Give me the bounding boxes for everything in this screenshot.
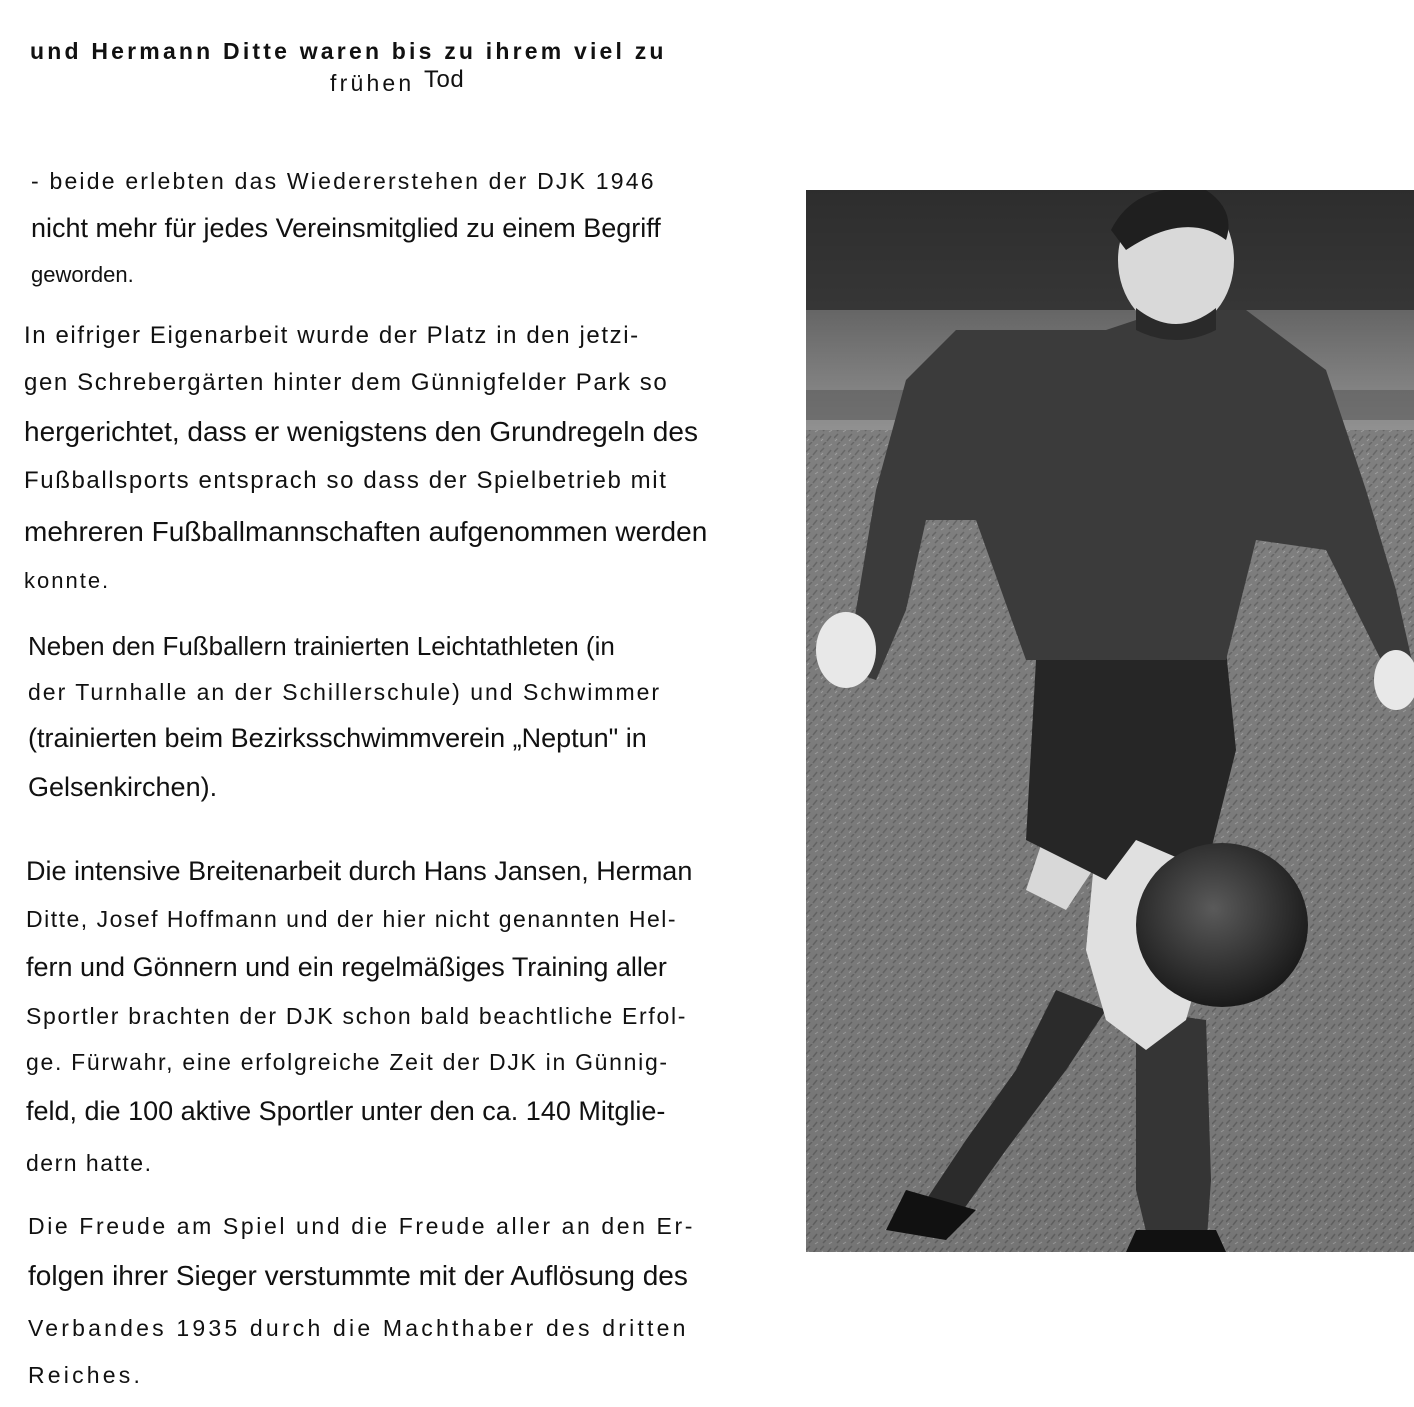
p4-line: Sportler brachten der DJK schon bald beachtliche Erfol- <box>26 1003 688 1029</box>
header-line-2-bold: frühen <box>330 70 415 96</box>
p1-line: geworden. <box>31 262 134 287</box>
p3-line: Neben den Fußballern trainierten Leichtathleten (in <box>28 631 615 661</box>
p5-line: Die Freude am Spiel und die Freude aller an den Er- <box>28 1213 696 1239</box>
p1-line: - beide erlebten das Wiedererstehen der DJK 1946 <box>31 168 656 194</box>
p2-line: Fußballsports entsprach so dass der Spielbetrieb mit <box>24 467 668 494</box>
p2-line: mehreren Fußballmannschaften aufgenommen werden <box>24 516 708 547</box>
p4-line: fern und Gönnern und ein regelmäßiges Training aller <box>26 952 667 982</box>
p4-line: dern hatte. <box>26 1150 153 1176</box>
footballer-photo-icon <box>806 190 1414 1252</box>
p4-line: ge. Fürwahr, eine erfolgreiche Zeit der DJK in Günnig- <box>26 1049 669 1075</box>
p5-line: Verbandes 1935 durch die Machthaber des dritten <box>28 1315 689 1341</box>
header-line-2-rest: Tod <box>424 66 465 93</box>
p5-line: Reiches. <box>28 1362 144 1388</box>
header-line-1: und Hermann Ditte waren bis zu ihrem viel zu <box>30 38 667 64</box>
p2-line: hergerichtet, dass er wenigstens den Grundregeln des <box>24 416 698 447</box>
p2-line: konnte. <box>24 568 111 593</box>
p3-line: Gelsenkirchen). <box>28 772 218 802</box>
p1-line: nicht mehr für jedes Vereinsmitglied zu einem Begriff <box>31 213 661 243</box>
p4-line: feld, die 100 aktive Sportler unter den ca. 140 Mitglie- <box>26 1096 666 1126</box>
p4-line: Die intensive Breitenarbeit durch Hans Jansen, Herman <box>26 856 693 886</box>
p5-line: folgen ihrer Sieger verstummte mit der Auflösung des <box>28 1260 688 1291</box>
p4-line: Ditte, Josef Hoffmann und der hier nicht genannten Hel- <box>26 906 678 932</box>
p2-line: gen Schrebergärten hinter dem Günnigfelder Park so <box>24 369 669 396</box>
footballer-photo <box>806 190 1414 1252</box>
p2-line: In eifriger Eigenarbeit wurde der Platz in den jetzi- <box>24 322 640 349</box>
header-line-2 <box>330 66 465 98</box>
p3-line: der Turnhalle an der Schillerschule) und Schwimmer <box>28 679 662 705</box>
p3-line: (trainierten beim Bezirksschwimmverein „Neptun" in <box>28 723 647 753</box>
